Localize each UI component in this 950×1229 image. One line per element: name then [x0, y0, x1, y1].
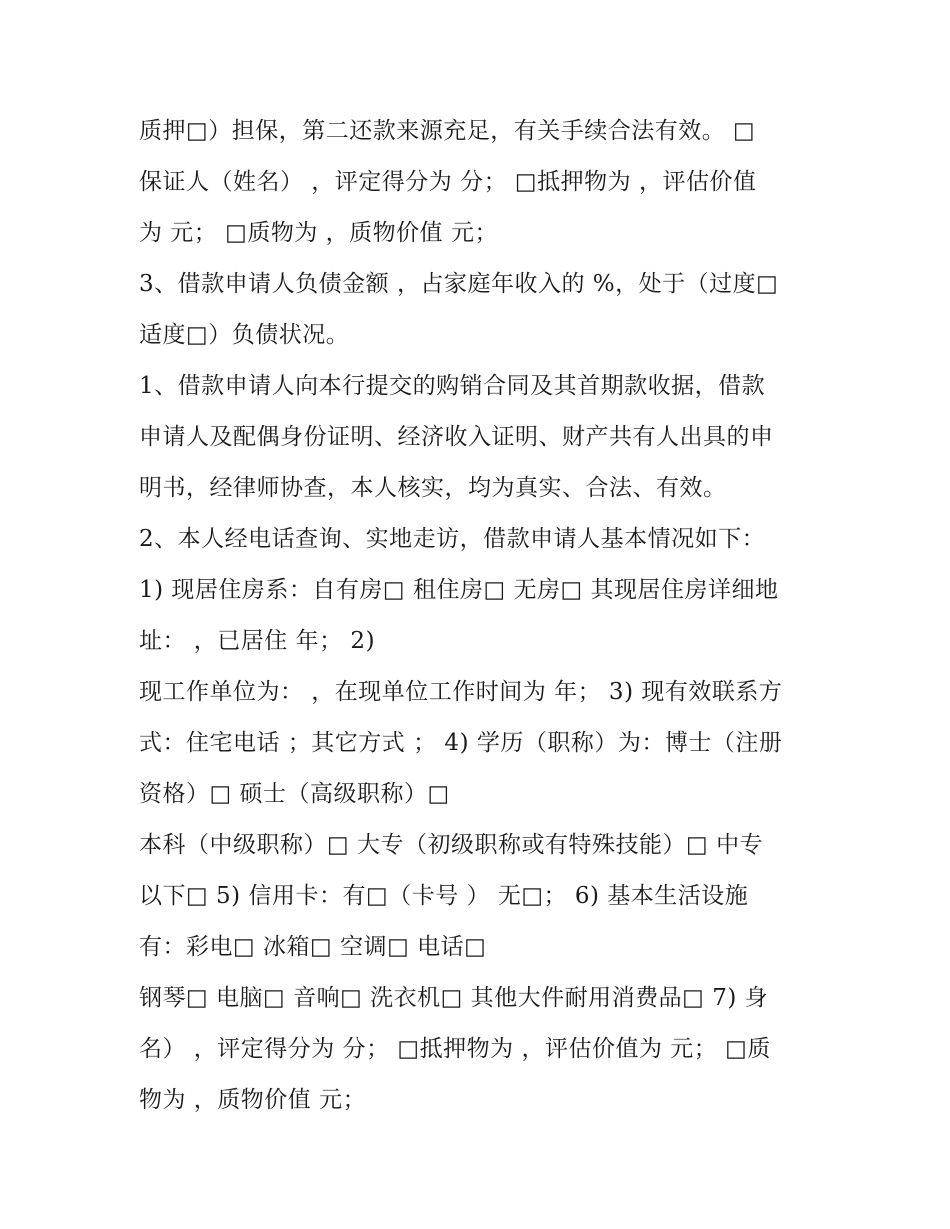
text-line-1: 质押□）担保，第二还款来源充足，有关手续合法有效。 □ — [139, 118, 756, 144]
text-line-12: 现工作单位为： ，在现单位工作时间为 年； 3) 现有效联系方 — [139, 679, 783, 705]
text-line-2: 保证人（姓名） ，评定得分为 分； □抵押物为 ，评估价值 — [139, 169, 757, 195]
text-line-7: 申请人及配偶身份证明、经济收入证明、财产共有人出具的申 — [139, 424, 774, 450]
text-line-10: 1) 现居住房系：自有房□ 租住房□ 无房□ 其现居住房详细地 — [139, 577, 779, 603]
text-line-6: 1、借款申请人向本行提交的购销合同及其首期款收据，借款 — [139, 373, 766, 399]
text-line-17: 有：彩电□ 冰箱□ 空调□ 电话□ — [139, 934, 487, 960]
text-line-14: 资格）□ 硕士（高级职称）□ — [139, 781, 450, 807]
text-line-5: 适度□）负债状况。 — [139, 322, 350, 348]
document-body — [139, 106, 819, 1126]
text-line-18: 钢琴□ 电脑□ 音响□ 洗衣机□ 其他大件耐用消费品□ 7) 身 — [139, 985, 769, 1011]
text-line-15: 本科（中级职称）□ 大专（初级职称或有特殊技能）□ 中专 — [139, 832, 764, 858]
text-line-13: 式：住宅电话 ；其它方式 ； 4) 学历（职称）为：博士（注册 — [139, 730, 783, 756]
text-line-9: 2、本人经电话查询、实地走访，借款申请人基本情况如下： — [139, 526, 766, 552]
text-line-20: 物为 ，质物价值 元； — [139, 1087, 367, 1113]
text-line-11: 址： ，已居住 年； 2) — [139, 628, 376, 654]
text-line-19: 名） ，评定得分为 分； □抵押物为 ，评估价值为 元； □质 — [139, 1036, 771, 1062]
text-line-3: 为 元； □质物为 ，质物价值 元； — [139, 220, 498, 246]
text-line-4: 3、借款申请人负债金额 ，占家庭年收入的 %，处于（过度□ — [139, 271, 779, 297]
text-line-16: 以下□ 5) 信用卡：有□（卡号 ） 无□； 6) 基本生活设施 — [139, 883, 749, 909]
text-line-8: 明书，经律师协查，本人核实，均为真实、合法、有效。 — [139, 475, 727, 501]
